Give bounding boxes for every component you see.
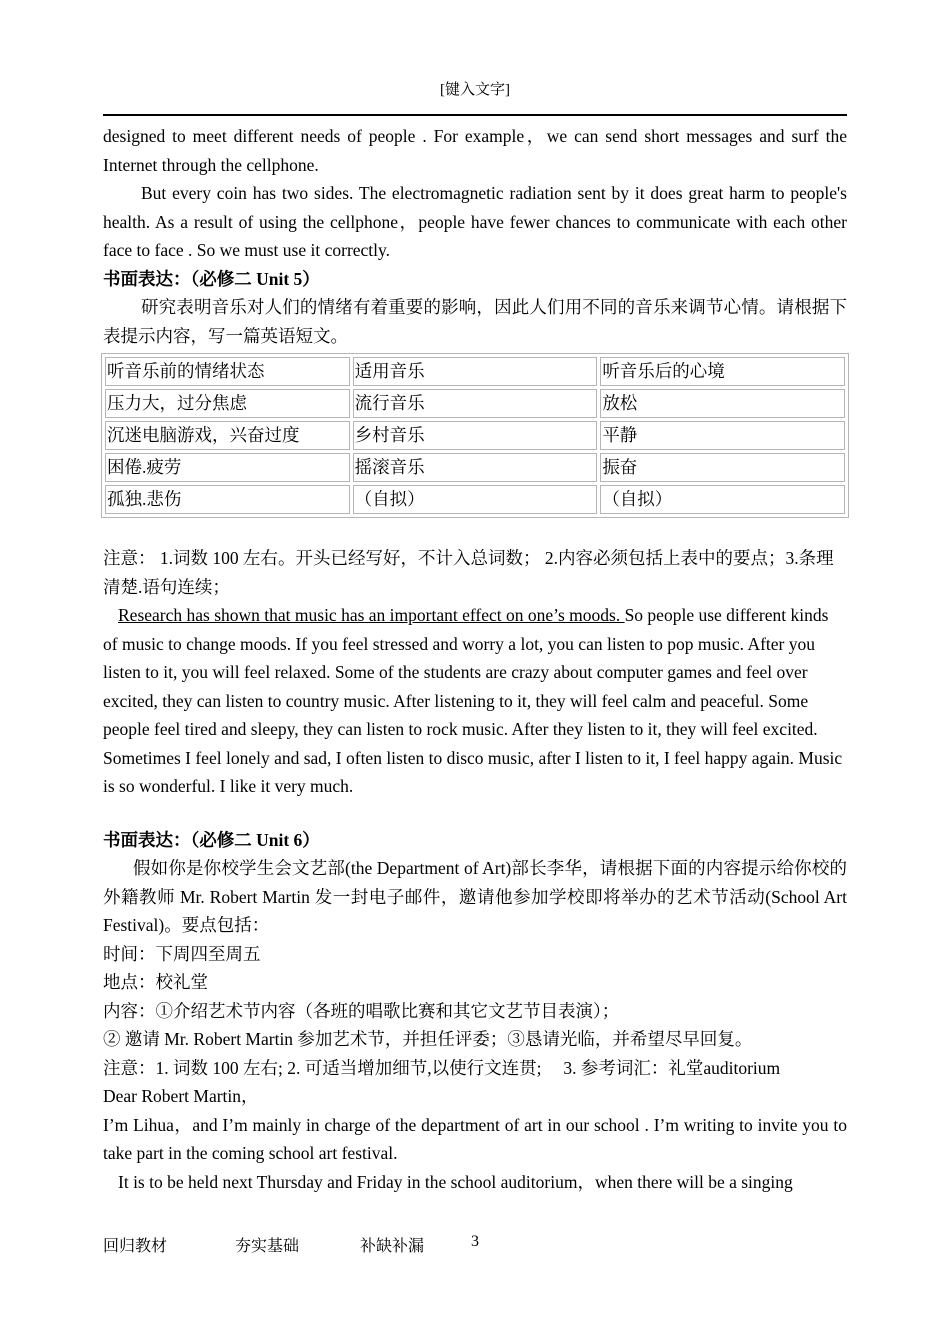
table-row — [105, 453, 845, 482]
table-cell: 适用音乐 — [353, 357, 598, 386]
table-cell: 平静 — [600, 421, 845, 450]
unit6-time: 时间：下周四至周五 — [103, 943, 261, 964]
table-cell: 孤独.悲伤 — [105, 485, 350, 514]
table-row — [105, 421, 845, 450]
unit6-note: 注意：1. 词数 100 左右; 2. 可适当增加细节,以使行文连贯; 3. 参考词汇：礼堂auditorium — [103, 1057, 781, 1078]
table-cell: 压力大，过分焦虑 — [105, 389, 350, 418]
unit5-prompt: 研究表明音乐对人们的情绪有着重要的影响，因此人们用不同的音乐来调节心情。请根据下表提示内容，写一篇英语短文。 — [103, 297, 847, 346]
prev-essay-paragraph-2: But every coin has two sides. The electromagnetic radiation sent by it does great harm to people's health. As a result of using the cellphone，people have fewer chances to communicate with each other face to face . So we must use it correctly. — [103, 183, 847, 260]
footer-item: 补缺补漏 — [360, 1238, 425, 1255]
unit6-heading: 书面表达：（必修二 Unit 6） — [103, 829, 320, 850]
table-header-row — [105, 357, 845, 386]
prev-essay-paragraph-1: designed to meet different needs of people . For example，we can send short messages and surf the Internet through the cellphone. — [103, 126, 847, 175]
table-cell: 困倦.疲劳 — [105, 453, 350, 482]
unit6-prompt: 假如你是你校学生会文艺部(the Department of Art)部长李华，请根据下面的内容提示给你校的外籍教师 Mr. Robert Martin 发一封电子邮件，邀请他参加学校即将举办的艺术节活动(School Art Festival)。要点包括： — [103, 858, 847, 935]
unit6-content-1: 内容：①介绍艺术节内容（各班的唱歌比赛和其它文艺节目表演）； — [103, 1000, 620, 1021]
spacer — [103, 518, 847, 544]
table-cell: 听音乐后的心境 — [600, 357, 845, 386]
footer-item: 回归教材 — [103, 1238, 168, 1255]
table-cell: （自拟） — [353, 485, 598, 514]
spacer — [103, 801, 847, 826]
unit6-content-2: ② 邀请 Mr. Robert Martin 参加艺术节，并担任评委；③恳请光临，并希望尽早回复。 — [103, 1029, 753, 1049]
table-cell: 沉迷电脑游戏，兴奋过度 — [105, 421, 350, 450]
page-body — [103, 122, 847, 1196]
essay-given-opening: Research has shown that music has an important effect on one’s moods. — [118, 605, 625, 625]
unit5-heading: 书面表达：（必修二 Unit 5） — [103, 268, 320, 289]
letter-salutation: Dear Robert Martin， — [103, 1086, 259, 1106]
table-cell: 振奋 — [600, 453, 845, 482]
mood-music-table — [101, 353, 849, 518]
table-cell: 放松 — [600, 389, 845, 418]
unit6-place: 地点：校礼堂 — [103, 972, 208, 992]
footer-item: 夯实基础 — [235, 1238, 300, 1255]
letter-paragraph-1: I’m Lihua，and I’m mainly in charge of the department of art in our school . I’m writing to invite you to take part in the coming school art festival. — [103, 1114, 847, 1163]
table-row — [105, 389, 845, 418]
unit5-note: 注意： 1.词数 100 左右。开头已经写好，不计入总词数； 2.内容必须包括上表中的要点；3.条理清楚.语句连续； — [103, 548, 834, 597]
table-cell: 流行音乐 — [353, 389, 598, 418]
header-rule — [103, 114, 847, 116]
letter-paragraph-2: It is to be held next Thursday and Friday in the school auditorium，when there will be a singing — [118, 1171, 793, 1192]
essay-body: So people use different kinds of music to change moods. If you feel stressed and worry a lot, you can listen to pop music. After you listen to it, you will feel relaxed. Some of the students are crazy about computer games and feel over excited, they can listen to country music. After listening to it, they will feel calm and peaceful. Some people feel tired and sleepy, they can listen to rock music. After they listen to it, they will feel excited. Sometimes I feel lonely and sad, I often listen to disco music, after I listen to it, I feel happy again. Music is so wonderful. I like it very much. — [103, 605, 843, 796]
table-cell: 摇滚音乐 — [353, 453, 598, 482]
page-header: [键入文字] — [440, 82, 510, 98]
table-cell: （自拟） — [600, 485, 845, 514]
table-row — [105, 485, 845, 514]
table-cell: 听音乐前的情绪状态 — [105, 357, 350, 386]
table-cell: 乡村音乐 — [353, 421, 598, 450]
page-number: 3 — [471, 1233, 479, 1250]
unit5-essay — [103, 601, 847, 801]
